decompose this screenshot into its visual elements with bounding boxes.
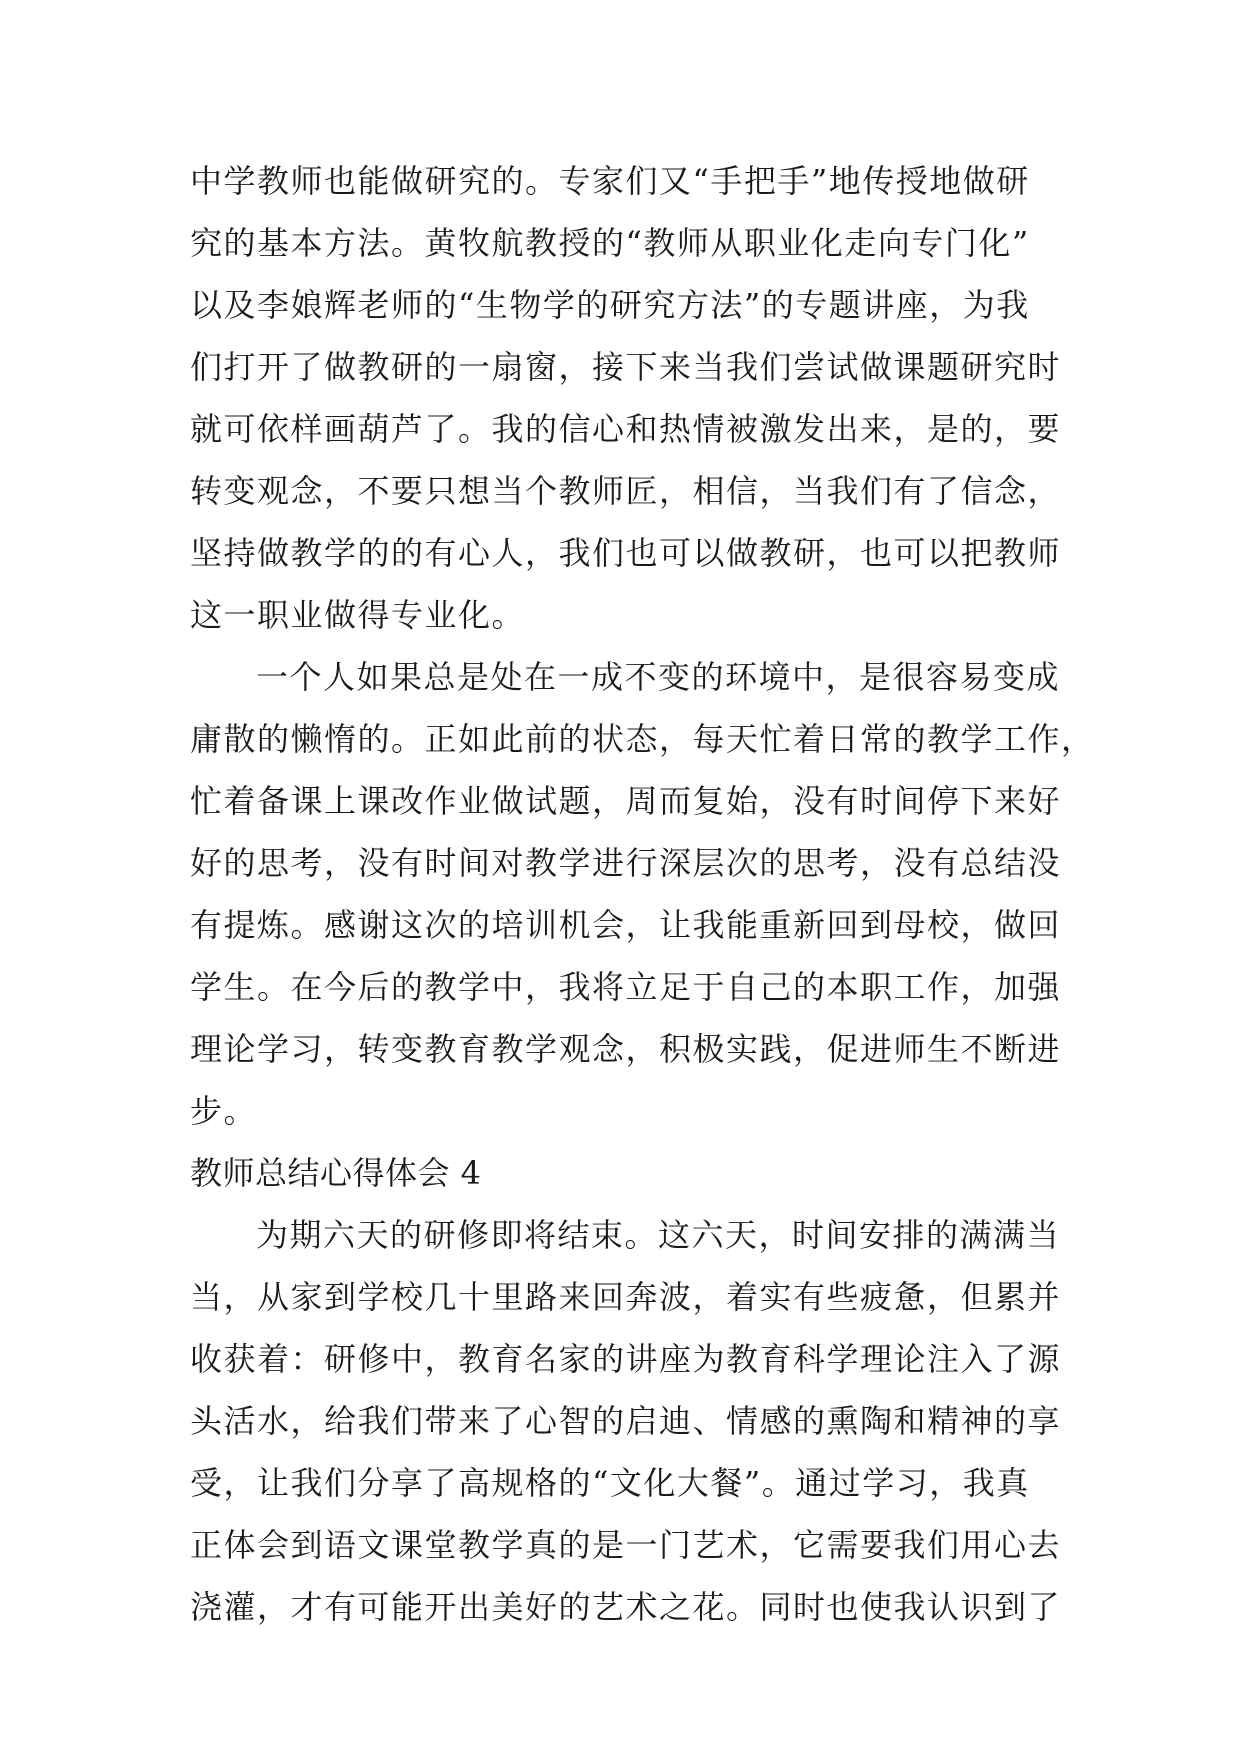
paragraph [190,150,1062,646]
text-line: 受，让我们分享了高规格的“文化大餐”。通过学习，我真 [190,1464,1030,1502]
paragraph [190,1204,1062,1638]
text-line: 坚持做教学的的有心人，我们也可以做教研，也可以把教师 [190,534,1062,572]
text-line: 理论学习，转变教育教学观念，积极实践，促进师生不断进 [190,1030,1062,1068]
text-line: 有提炼。感谢这次的培训机会，让我能重新回到母校，做回 [190,906,1062,944]
text-line: 究的基本方法。黄牧航教授的“教师从职业化走向专门化” [190,224,1030,262]
text-line: 就可依样画葫芦了。我的信心和热情被激发出来，是的，要 [190,410,1062,448]
text-line: 正体会到语文课堂教学真的是一门艺术，它需要我们用心去 [190,1526,1062,1564]
text-line: 为期六天的研修即将结束。这六天，时间安排的满满当 [256,1216,1061,1254]
text-line: 收获着：研修中，教育名家的讲座为教育科学理论注入了源 [190,1340,1062,1378]
text-line: 当，从家到学校几十里路来回奔波，着实有些疲惫，但累并 [190,1278,1062,1316]
text-line: 步。 [190,1092,258,1130]
text-line: 忙着备课上课改作业做试题，周而复始，没有时间停下来好 [190,782,1062,820]
text-line: 浇灌，才有可能开出美好的艺术之花。同时也使我认识到了 [190,1588,1062,1626]
section-heading: 教师总结心得体会 4 [190,1154,482,1192]
text-line: 学生。在今后的教学中，我将立足于自己的本职工作，加强 [190,968,1062,1006]
text-line: 转变观念，不要只想当个教师匠，相信，当我们有了信念， [190,472,1062,510]
paragraph [190,646,1095,1142]
text-line: 这一职业做得专业化。 [190,596,526,634]
document-body [190,150,1095,1638]
text-line: 庸散的懒惰的。正如此前的状态，每天忙着日常的教学工作， [190,720,1095,758]
text-line: 们打开了做教研的一扇窗，接下来当我们尝试做课题研究时 [190,348,1062,386]
text-line: 以及李娘辉老师的“生物学的研究方法”的专题讲座，为我 [190,286,1030,324]
text-line: 好的思考，没有时间对教学进行深层次的思考，没有总结没 [190,844,1062,882]
text-line: 一个人如果总是处在一成不变的环境中，是很容易变成 [256,658,1061,696]
text-line: 头活水，给我们带来了心智的启迪、情感的熏陶和精神的享 [190,1402,1062,1440]
text-line: 中学教师也能做研究的。专家们又“手把手”地传授地做研 [190,162,1030,200]
